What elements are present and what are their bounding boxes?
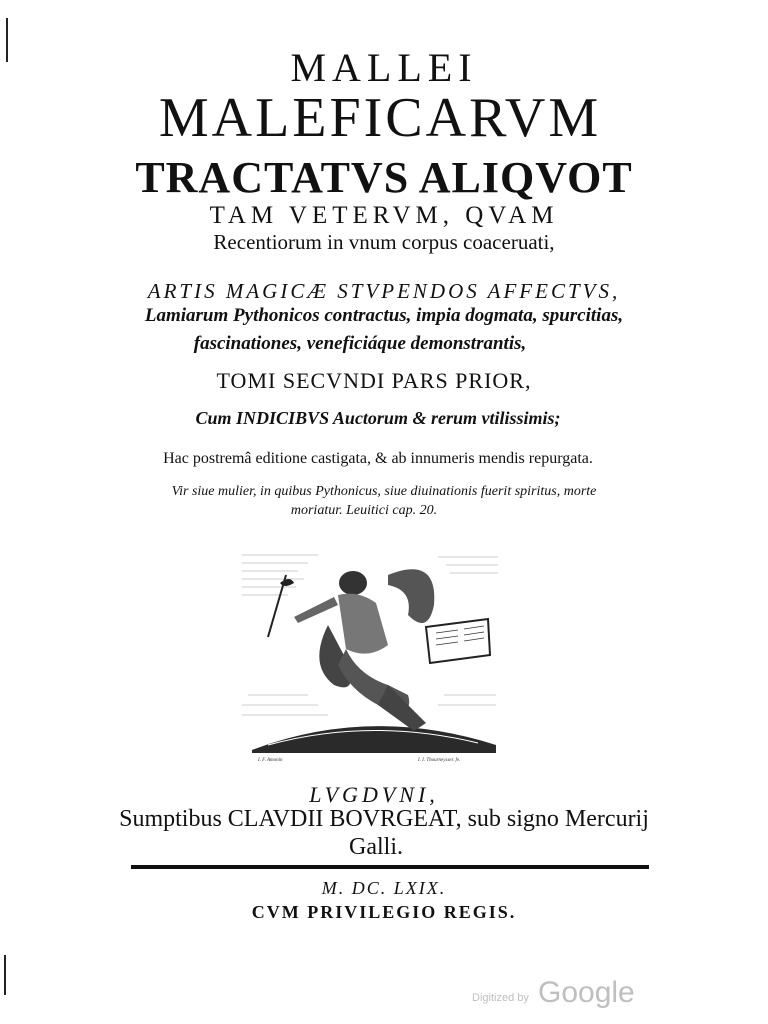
privilege-line: CVM PRIVILEGIO REGIS.	[251, 902, 517, 922]
imprint-year: M. DC. LXIX.	[321, 878, 447, 898]
title-line-artis-magicae: ARTIS MAGICÆ STVPENDOS AFFECTVS,	[147, 279, 621, 303]
epigraph-line-2: moriatur. Leuitici cap. 20.	[290, 503, 438, 518]
imprint-place: LVGDVNI,	[309, 782, 439, 807]
title-line-fascinationes: fascinationes, veneficiáque demonstrantis,	[193, 333, 527, 354]
title-line-mallei: MALLEI	[290, 45, 478, 90]
horizontal-rule	[131, 865, 649, 869]
title-line-tractatus: TRACTATVS ALIQVOT	[135, 153, 633, 202]
title-line-lamiarum: Lamiarum Pythonicos contractus, impia dogmata, spurcitias,	[144, 305, 624, 326]
epigraph-line-1: Vir siue mulier, in quibus Pythonicus, siue diuinationis fuerit spiritus, morte	[171, 484, 597, 499]
watermark-logo-text: Google	[538, 976, 635, 1009]
page-edge-left-lower	[4, 955, 6, 995]
imprint-publisher-cont: Galli.	[349, 834, 403, 860]
title-line-recentiorum: Recentiorum in vnum corpus coaceruati,	[213, 230, 555, 254]
engraver-signature-left: I. F. Amonin	[258, 758, 283, 763]
title-line-indicibus: Cum INDICIBVS Auctorum & rerum vtilissimis;	[195, 408, 561, 428]
mercury-engraving-icon	[238, 545, 502, 763]
title-line-editione: Hac postremâ editione castigata, & ab innumeris mendis repurgata.	[163, 450, 593, 467]
watermark-small-text: Digitized by	[472, 992, 529, 1004]
engraver-signature-right: I. I. Thourneysser. fe.	[418, 758, 461, 763]
title-line-tomi: TOMI SECVNDI PARS PRIOR,	[216, 368, 532, 393]
title-line-maleficarum: MALEFICARVM	[158, 87, 602, 149]
title-line-tam-veterum: TAM VETERVM, QVAM	[209, 202, 559, 229]
digitization-watermark	[462, 978, 652, 1012]
imprint-publisher: Sumptibus CLAVDII BOVRGEAT, sub signo Mercurij	[119, 806, 649, 832]
